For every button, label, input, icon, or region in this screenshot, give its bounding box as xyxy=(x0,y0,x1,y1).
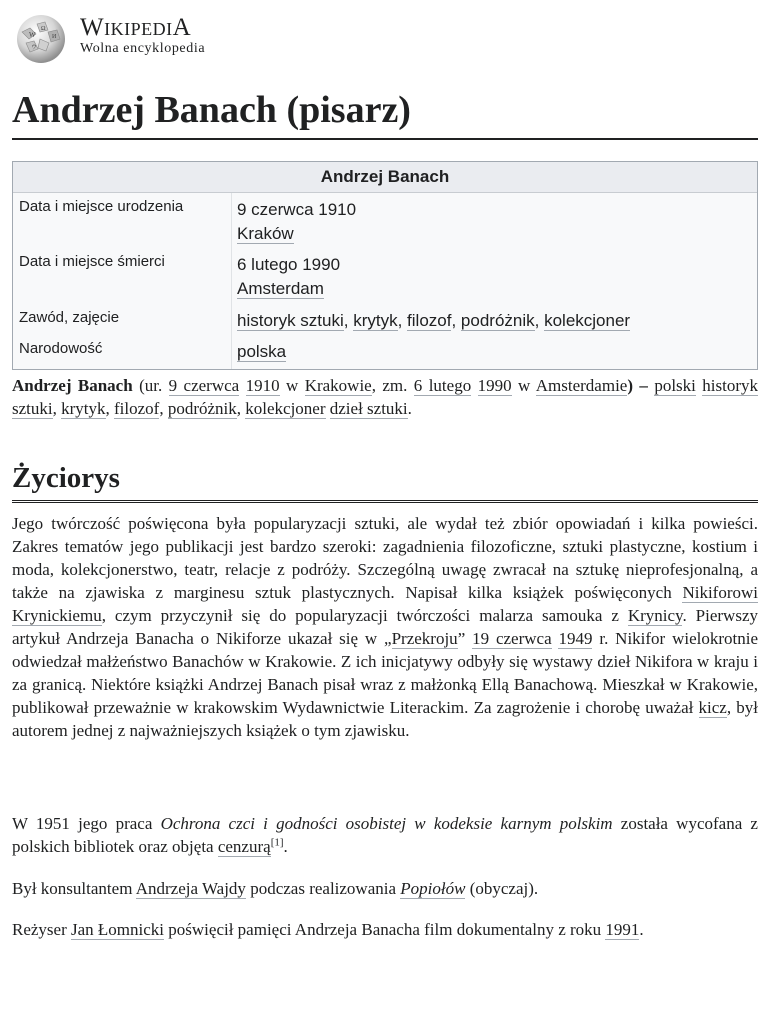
consultant-paragraph: Był konsultantem Andrzeja Wajdy podczas realizowania Popiołów (obyczaj). xyxy=(12,879,539,898)
infobox-label: Data i miejsce urodzenia xyxy=(19,198,184,215)
infobox-label: Zawód, zajęcie xyxy=(19,309,120,326)
wordmark-name: WikipediA xyxy=(80,14,192,41)
occupation-link[interactable]: kolekcjoner xyxy=(544,311,631,330)
infobox-divider xyxy=(231,193,232,369)
link[interactable]: Nikiforowi Krynickiemu xyxy=(12,583,758,625)
link[interactable]: Amsterdamie xyxy=(535,376,628,395)
link[interactable]: 9 czerwca xyxy=(168,376,240,395)
death-place-link[interactable]: Amsterdam xyxy=(237,279,324,298)
infobox-value xyxy=(237,340,286,364)
infobox-label: Narodowość xyxy=(19,340,103,357)
infobox-value: historyk sztuki, krytyk, filozof, podróżnik, kolekcjoner xyxy=(237,311,631,330)
link[interactable]: historyk sztuki xyxy=(12,376,759,418)
link[interactable]: podróżnik xyxy=(167,399,237,418)
infobox-value xyxy=(237,198,356,246)
wikipedia-globe-icon[interactable] xyxy=(12,12,70,64)
biography-paragraph: Jego twórczość poświęcona była popularyzacji sztuki, ale wydał też zbiór opowiadań i kilka powieści. Zakres tematów jego publikacji jest bardzo szeroki: zagadnienia filozoficzne, sztuki plastyczne, kostium i moda, kolekcjonerstwo, teatr, relacje z podróży. Szczególną uwagę zwracał na sztukę nieprofesjonalną, a także na zjawiska z marginesu sztuk plastycznych. Napisał kilka książek poświęconych Nikiforowi Krynickiemu, czym przyczynił się do popularyzacji twórczości malarza samouka z Krynicy. Pierwszy artykuł Andrzeja Banacha o Nikiforze ukazał się w „Przekroju” 19 czerwca 1949 r. Nikifor wielokrotnie odwiedzał małżeństwo Banachów w Krakowie. Z ich inicjatywy odbyły się wystawy dzieł Nikifora w kraju i za granicą. Niektóre książki Andrzej Banach pisał wraz z małżonką Ellą Banachową. Mieszkał w Krakowie, publikował przeważnie w krakowskim Wydawnictwie Literackim. Za zagrożenie i chorobę uważał kicz, był autorem jednej z najważniejszych książek o tym zjawisku. xyxy=(12,514,758,740)
occupation-link[interactable]: krytyk xyxy=(353,311,398,330)
infobox xyxy=(12,161,758,370)
work-title: Ochrona czci i godności osobistej w kodeksie karnym polskim xyxy=(160,814,613,833)
link[interactable]: Krynicy xyxy=(627,606,683,625)
intro-paragraph: Andrzej Banach (ur. 9 czerwca 1910 w Krakowie, zm. 6 lutego 1990 w Amsterdamie) – polski historyk sztuki, krytyk, filozof, podróżnik, kolekcjoner dzieł sztuki. xyxy=(12,376,759,418)
link[interactable]: Krakowie xyxy=(304,376,372,395)
link[interactable]: 1949 xyxy=(558,629,593,648)
link[interactable]: polski xyxy=(654,376,696,395)
occupation-link[interactable]: historyk sztuki xyxy=(237,311,344,330)
page-title: Andrzej Banach (pisarz) xyxy=(12,84,758,140)
link[interactable]: Andrzeja Wajdy xyxy=(135,879,246,898)
reference-link[interactable]: [1] xyxy=(270,836,284,849)
svg-text:ウ: ウ xyxy=(31,45,38,51)
link[interactable]: filozof xyxy=(114,399,160,418)
birth-place-link[interactable]: Kraków xyxy=(237,224,294,243)
wordmark[interactable] xyxy=(80,15,205,57)
link[interactable]: krytyk xyxy=(61,399,106,418)
wordmark-tagline: Wolna encyklopedia xyxy=(80,41,206,56)
occupation-link[interactable]: podróżnik xyxy=(460,311,535,330)
link[interactable]: 1910 xyxy=(245,376,280,395)
link[interactable]: kolekcjoner xyxy=(245,399,326,418)
svg-text:W: W xyxy=(29,31,36,39)
link[interactable]: 6 lutego xyxy=(413,376,472,395)
infobox-label: Data i miejsce śmierci xyxy=(19,253,165,270)
svg-text:И: И xyxy=(52,34,57,40)
link[interactable]: Przekroju xyxy=(391,629,458,648)
subject-name: Andrzej Banach xyxy=(12,376,133,395)
birth-date-link[interactable]: 9 czerwca 1910 xyxy=(237,200,357,219)
link[interactable]: Popiołów xyxy=(400,879,466,898)
site-header xyxy=(12,10,205,66)
section-heading-biography: Życiorys xyxy=(12,458,758,503)
link[interactable]: kicz xyxy=(698,698,727,717)
infobox-title: Andrzej Banach xyxy=(13,162,757,193)
link[interactable]: 1991 xyxy=(605,920,640,939)
occupation-link[interactable]: filozof xyxy=(407,311,452,330)
svg-text:Ω: Ω xyxy=(41,26,46,32)
infobox-value xyxy=(237,253,340,301)
censorship-paragraph: W 1951 jego praca Ochrona czci i godności osobistej w kodeksie karnym polskim została wycofana z polskich bibliotek oraz objęta cenzurą[1]. xyxy=(12,814,758,856)
nationality-link[interactable]: polska xyxy=(237,342,287,361)
link[interactable]: Jan Łomnicki xyxy=(71,920,165,939)
link[interactable]: 19 czerwca xyxy=(472,629,552,648)
link[interactable]: 1990 xyxy=(477,376,512,395)
link[interactable]: dzieł sztuki xyxy=(329,399,408,418)
death-date-link[interactable]: 6 lutego 1990 xyxy=(237,255,341,274)
documentary-paragraph: Reżyser Jan Łomnicki poświęcił pamięci Andrzeja Banacha film dokumentalny z roku 1991. xyxy=(12,920,644,939)
link[interactable]: cenzurą xyxy=(217,837,271,856)
